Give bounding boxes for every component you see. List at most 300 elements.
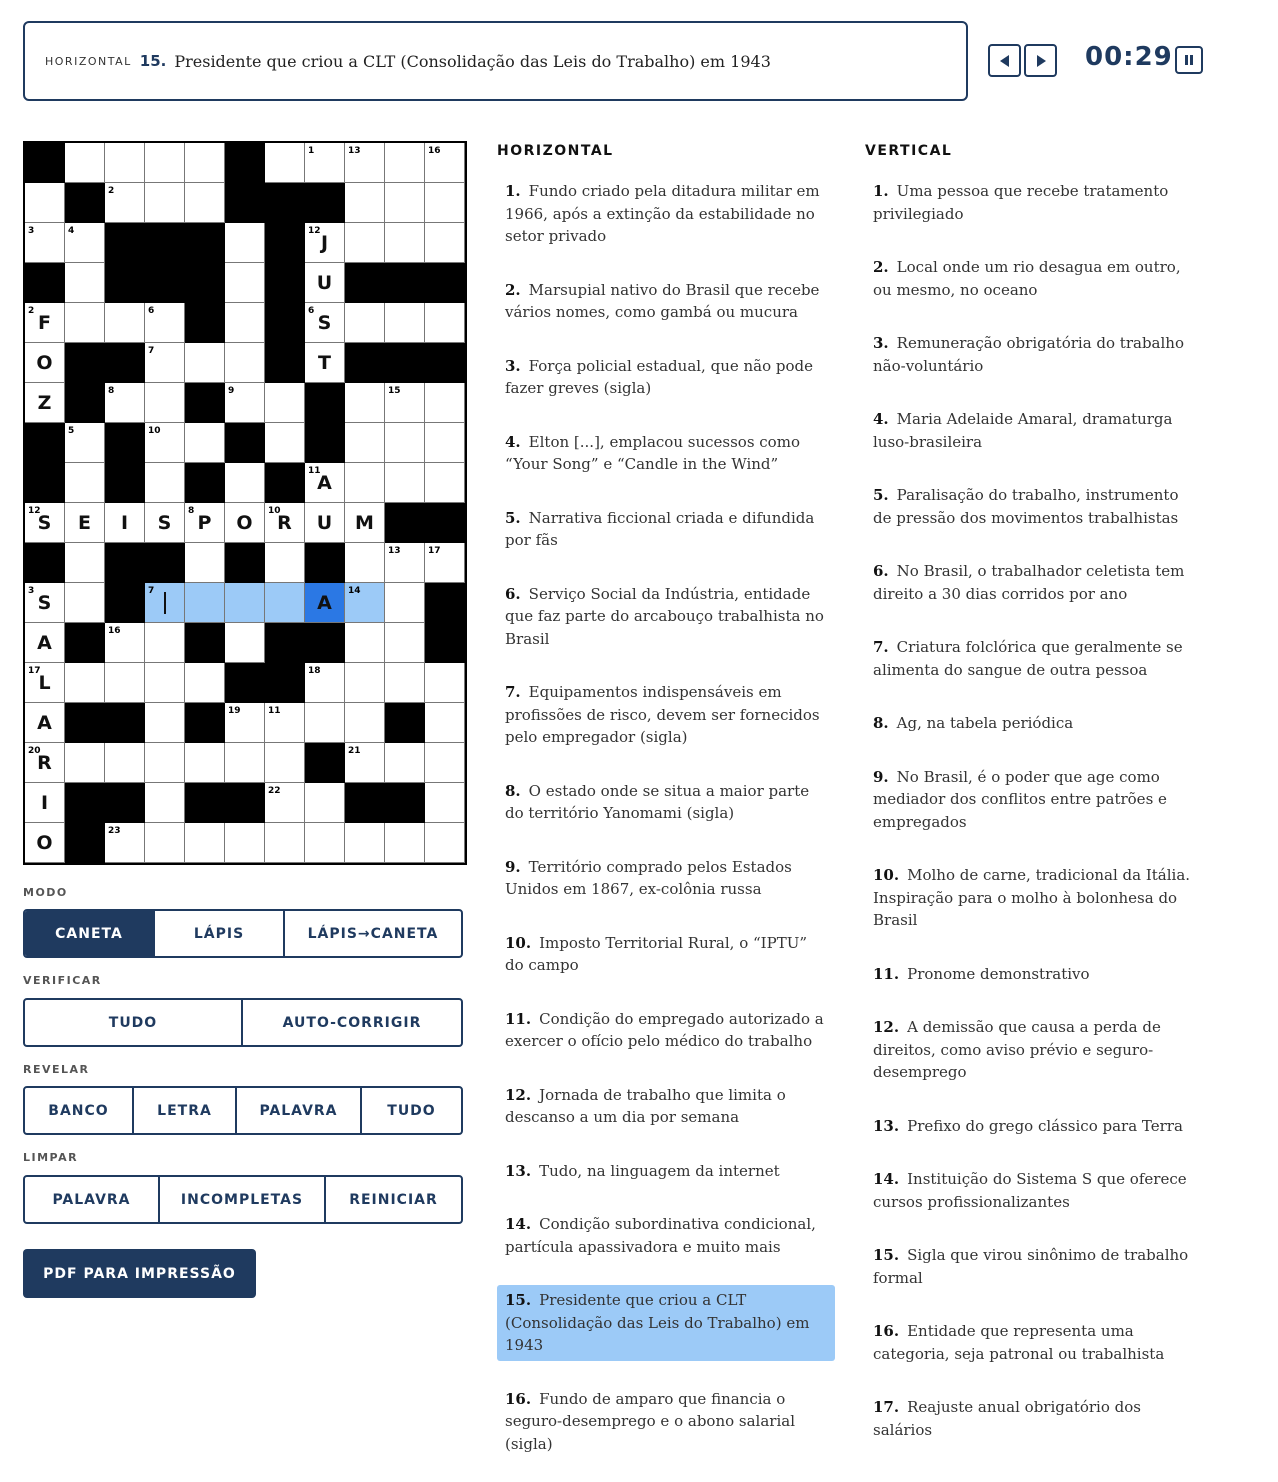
pause-button[interactable]: [1175, 46, 1203, 74]
cell-letter: A: [317, 592, 332, 614]
grid-block: [105, 583, 145, 623]
clue-text: Território comprado pelos Estados Unidos em 1867, ex-colônia russa: [505, 857, 792, 898]
clear-button-group: [23, 1175, 463, 1224]
grid-cell[interactable]: [185, 143, 225, 183]
grid-cell[interactable]: [65, 303, 105, 343]
clue-item[interactable]: [865, 328, 1205, 381]
clue-item[interactable]: [497, 852, 835, 905]
cell-number: 15: [388, 386, 401, 396]
grid-cell[interactable]: [225, 303, 265, 343]
grid-cell[interactable]: [65, 423, 105, 463]
clue-text: Presidente que criou a CLT (Consolidação das Leis do Trabalho) em 1943: [505, 1291, 810, 1354]
auto-correct-button[interactable]: AUTO-CORRIGIR: [282, 1014, 422, 1031]
cell-number: 4: [68, 226, 75, 236]
clue-number: 14.: [873, 1170, 900, 1188]
grid-block: [105, 423, 145, 463]
clue-number: 2.: [505, 280, 521, 299]
grid-cell[interactable]: [185, 583, 225, 623]
grid-cell[interactable]: [385, 663, 425, 703]
grid-cell[interactable]: [145, 303, 185, 343]
grid-cell[interactable]: [105, 743, 145, 783]
current-clue-bar: [23, 21, 968, 101]
cell-letter: I: [40, 792, 49, 814]
grid-cell[interactable]: [225, 503, 265, 543]
grid-block: [185, 383, 225, 423]
timer: 00:29: [1085, 42, 1173, 72]
grid-cell[interactable]: [145, 423, 185, 463]
clue-item[interactable]: [865, 1316, 1205, 1369]
grid-cell[interactable]: [385, 583, 425, 623]
grid-cell[interactable]: [225, 383, 265, 423]
grid-cell[interactable]: [145, 743, 185, 783]
clue-item[interactable]: [865, 404, 1205, 457]
grid-cell[interactable]: [265, 823, 305, 863]
grid-cell[interactable]: [145, 383, 185, 423]
clue-text: O estado onde se situa a maior parte do território Yanomami (sigla): [505, 781, 810, 822]
grid-cell[interactable]: [305, 503, 345, 543]
grid-cell[interactable]: [105, 143, 145, 183]
clue-text: Ag, na tabela periódica: [896, 714, 1074, 732]
grid-cell[interactable]: [305, 663, 345, 703]
grid-cell[interactable]: [225, 263, 265, 303]
clue-item[interactable]: [865, 1111, 1205, 1142]
grid-cell[interactable]: [225, 743, 265, 783]
grid-cell[interactable]: [425, 143, 465, 183]
cell-number: 7: [148, 346, 155, 356]
clue-number: 4.: [505, 432, 521, 451]
cell-number: 19: [228, 706, 241, 716]
grid-cell[interactable]: [65, 663, 105, 703]
grid-cell[interactable]: [305, 783, 345, 823]
cell-number: 12: [308, 226, 321, 236]
grid-cell[interactable]: [65, 503, 105, 543]
clue-item[interactable]: [497, 1384, 835, 1460]
cell-number: 13: [388, 546, 401, 556]
grid-cell[interactable]: [425, 383, 465, 423]
mode-caneta-button[interactable]: CANETA: [25, 911, 155, 956]
reveal-banco-button[interactable]: BANCO: [25, 1088, 134, 1133]
grid-cell[interactable]: [185, 543, 225, 583]
clue-item[interactable]: [865, 1392, 1205, 1445]
grid-cell[interactable]: [65, 463, 105, 503]
cell-letter: J: [320, 232, 329, 254]
grid-cell[interactable]: [105, 503, 145, 543]
clear-incomplete-button[interactable]: INCOMPLETAS: [160, 1177, 326, 1222]
grid-cell[interactable]: [265, 423, 305, 463]
clue-text: Equipamentos indispensáveis em profissões de risco, devem ser fornecidos pelo empregador (sigla): [505, 683, 820, 746]
grid-cell[interactable]: [25, 663, 65, 703]
clear-word-button[interactable]: PALAVRA: [25, 1177, 160, 1222]
grid-block: [105, 703, 145, 743]
grid-cell[interactable]: [65, 743, 105, 783]
cell-letter: R: [37, 752, 52, 774]
clue-item[interactable]: [497, 275, 835, 328]
grid-block: [265, 343, 305, 383]
clue-text: Fundo criado pela ditadura militar em 1966, após a extinção da estabilidade no setor privado: [505, 182, 820, 245]
clue-item[interactable]: [497, 579, 835, 655]
grid-block: [65, 183, 105, 223]
check-all-button[interactable]: TUDO: [25, 1000, 243, 1045]
grid-cell[interactable]: [305, 263, 345, 303]
grid-block: [385, 263, 425, 303]
grid-cell[interactable]: [385, 143, 425, 183]
cell-letter: A: [37, 712, 52, 734]
clue-item[interactable]: [497, 1156, 835, 1187]
grid-cell[interactable]: [145, 783, 185, 823]
clue-number: 6.: [873, 562, 889, 580]
cell-letter: M: [355, 512, 374, 534]
cell-number: 6: [148, 306, 155, 316]
cell-number: 18: [308, 666, 321, 676]
grid-block: [65, 343, 105, 383]
grid-cell[interactable]: [345, 743, 385, 783]
clue-text: Criatura folclórica que geralmente se alimenta do sangue de outra pessoa: [873, 638, 1183, 679]
clue-item[interactable]: [497, 176, 835, 252]
cell-letter: O: [236, 512, 253, 534]
clue-text: Fundo de amparo que financia o seguro-desemprego e o abono salarial (sigla): [505, 1389, 796, 1453]
grid-block: [145, 223, 185, 263]
cell-number: 3: [28, 226, 35, 236]
grid-cell[interactable]: [345, 503, 385, 543]
grid-block: [225, 783, 265, 823]
grid-cell[interactable]: [265, 503, 305, 543]
grid-block: [225, 143, 265, 183]
grid-cell[interactable]: [305, 583, 345, 623]
grid-cell[interactable]: [385, 623, 425, 663]
clue-item[interactable]: [865, 176, 1205, 229]
grid-cell[interactable]: [105, 303, 145, 343]
grid-block: [425, 343, 465, 383]
grid-cell[interactable]: [425, 463, 465, 503]
grid-block: [305, 183, 345, 223]
cell-number: 21: [348, 746, 361, 756]
grid-block: [185, 783, 225, 823]
clue-item[interactable]: [497, 776, 835, 829]
grid-cell[interactable]: [385, 543, 425, 583]
grid-cell[interactable]: [185, 343, 225, 383]
grid-cell[interactable]: [265, 583, 305, 623]
grid-cell[interactable]: [65, 263, 105, 303]
clue-item[interactable]: [865, 252, 1205, 305]
clue-item[interactable]: [497, 1080, 835, 1133]
grid-cell[interactable]: [345, 423, 385, 463]
grid-cell[interactable]: [345, 223, 385, 263]
across-title: HORIZONTAL: [497, 143, 614, 159]
cell-number: 1: [308, 146, 315, 156]
grid-cell[interactable]: [385, 463, 425, 503]
clue-number: 17.: [873, 1398, 900, 1416]
grid-cell[interactable]: [425, 543, 465, 583]
grid-cell[interactable]: [345, 823, 385, 863]
clue-item[interactable]: [865, 1164, 1205, 1217]
reset-button[interactable]: REINICIAR: [349, 1191, 438, 1208]
clue-item[interactable]: [865, 1240, 1205, 1293]
grid-cell[interactable]: [145, 583, 185, 623]
clue-text: Reajuste anual obrigatório dos salários: [873, 1398, 1141, 1439]
grid-cell[interactable]: [145, 623, 185, 663]
grid-cell[interactable]: [185, 743, 225, 783]
grid-cell[interactable]: [25, 783, 65, 823]
grid-block: [25, 263, 65, 303]
reveal-all-button[interactable]: TUDO: [387, 1102, 436, 1119]
grid-cell[interactable]: [425, 663, 465, 703]
grid-cell[interactable]: [225, 343, 265, 383]
cell-number: 8: [188, 506, 195, 516]
clue-number: 5.: [873, 486, 889, 504]
grid-cell[interactable]: [25, 223, 65, 263]
clue-item[interactable]: [497, 351, 835, 404]
grid-cell[interactable]: [305, 143, 345, 183]
grid-cell[interactable]: [225, 703, 265, 743]
clue-item[interactable]: [865, 632, 1205, 685]
grid-cell[interactable]: [345, 303, 385, 343]
grid-block: [305, 423, 345, 463]
grid-block: [425, 503, 465, 543]
clue-number: 11.: [873, 964, 900, 983]
grid-cell[interactable]: [145, 663, 185, 703]
reveal-label: REVELAR: [23, 1063, 90, 1076]
grid-cell[interactable]: [385, 223, 425, 263]
cell-number: 13: [348, 146, 361, 156]
grid-cell[interactable]: [145, 183, 185, 223]
clue-number: 3.: [505, 356, 521, 375]
clue-item[interactable]: [497, 1285, 835, 1361]
clue-item[interactable]: [497, 928, 835, 981]
clue-text: Condição do empregado autorizado a exercer o ofício pelo médico do trabalho: [505, 1009, 824, 1050]
clue-number: 9.: [873, 767, 889, 786]
grid-cell[interactable]: [185, 183, 225, 223]
grid-block: [305, 623, 345, 663]
mode-lapis-button[interactable]: LÁPIS: [155, 911, 285, 956]
clue-number: 16.: [505, 1389, 532, 1408]
clue-number: 6.: [505, 584, 521, 603]
clue-number: 3.: [873, 334, 889, 352]
grid-cell[interactable]: [345, 543, 385, 583]
clue-item[interactable]: [865, 959, 1205, 990]
grid-cell[interactable]: [265, 783, 305, 823]
across-clue-list: [497, 176, 835, 1482]
grid-cell[interactable]: [185, 423, 225, 463]
grid-cell[interactable]: [425, 423, 465, 463]
cell-letter: F: [38, 312, 51, 334]
cell-number: 11: [268, 706, 281, 716]
grid-cell[interactable]: [425, 223, 465, 263]
print-pdf-button[interactable]: PDF PARA IMPRESSÃO: [23, 1249, 256, 1298]
triangle-left-icon: [998, 54, 1012, 68]
grid-cell[interactable]: [305, 343, 345, 383]
grid-cell[interactable]: [25, 743, 65, 783]
grid-block: [225, 423, 265, 463]
clue-item[interactable]: [865, 1012, 1205, 1088]
clue-item[interactable]: [497, 427, 835, 480]
clue-number: 4.: [873, 410, 889, 428]
grid-cell[interactable]: [385, 423, 425, 463]
clue-text: Paralisação do trabalho, instrumento de pressão dos movimentos trabalhistas: [873, 486, 1179, 527]
grid-block: [265, 463, 305, 503]
grid-cell[interactable]: [425, 703, 465, 743]
grid-cell[interactable]: [185, 823, 225, 863]
grid-cell[interactable]: [265, 383, 305, 423]
grid-cell[interactable]: [185, 663, 225, 703]
next-clue-button[interactable]: [1024, 44, 1057, 77]
grid-cell[interactable]: [25, 823, 65, 863]
grid-cell[interactable]: [25, 183, 65, 223]
grid-cell[interactable]: [145, 143, 185, 183]
grid-cell[interactable]: [425, 823, 465, 863]
grid-cell[interactable]: [225, 223, 265, 263]
grid-cell[interactable]: [65, 223, 105, 263]
grid-cell[interactable]: [265, 143, 305, 183]
grid-cell[interactable]: [145, 343, 185, 383]
grid-cell[interactable]: [265, 743, 305, 783]
clue-item[interactable]: [497, 503, 835, 556]
grid-cell[interactable]: [145, 463, 185, 503]
clue-number: 5.: [505, 508, 521, 527]
grid-block: [425, 583, 465, 623]
grid-cell[interactable]: [345, 383, 385, 423]
grid-cell[interactable]: [105, 823, 145, 863]
grid-cell[interactable]: [345, 583, 385, 623]
cell-number: 7: [148, 586, 155, 596]
grid-cell[interactable]: [385, 183, 425, 223]
clue-item[interactable]: [865, 860, 1205, 936]
grid-cell[interactable]: [425, 743, 465, 783]
grid-cell[interactable]: [385, 383, 425, 423]
grid-cell[interactable]: [305, 703, 345, 743]
grid-cell[interactable]: [105, 183, 145, 223]
grid-cell[interactable]: [25, 583, 65, 623]
grid-cell[interactable]: [145, 503, 185, 543]
clue-number: 13.: [505, 1161, 532, 1180]
cell-number: 22: [268, 786, 281, 796]
grid-cell[interactable]: [305, 303, 345, 343]
clue-number: 14.: [505, 1215, 532, 1233]
clue-number: 1.: [873, 182, 889, 200]
check-label: VERIFICAR: [23, 974, 102, 987]
grid-cell[interactable]: [65, 143, 105, 183]
triangle-right-icon: [1034, 54, 1048, 68]
grid-cell[interactable]: [225, 583, 265, 623]
clue-number: 12.: [873, 1018, 900, 1036]
grid-cell[interactable]: [385, 743, 425, 783]
grid-block: [25, 463, 65, 503]
grid-cell[interactable]: [105, 623, 145, 663]
grid-cell[interactable]: [385, 823, 425, 863]
grid-cell[interactable]: [345, 183, 385, 223]
clue-text: A demissão que causa a perda de direitos, como aviso prévio e seguro-desemprego: [873, 1018, 1161, 1081]
cell-letter: R: [277, 512, 292, 534]
grid-cell[interactable]: [305, 463, 345, 503]
grid-cell[interactable]: [385, 303, 425, 343]
cell-number: 12: [28, 506, 41, 516]
mode-lapis-caneta-button[interactable]: LÁPIS→CANETA: [307, 925, 439, 942]
grid-block: [265, 263, 305, 303]
grid-cell[interactable]: [25, 703, 65, 743]
cell-letter: P: [197, 512, 212, 534]
grid-block: [345, 343, 385, 383]
clue-number: 9.: [505, 857, 521, 876]
grid-cell[interactable]: [225, 463, 265, 503]
grid-cell[interactable]: [345, 623, 385, 663]
grid-block: [265, 663, 305, 703]
grid-cell[interactable]: [265, 703, 305, 743]
grid-block: [225, 663, 265, 703]
cell-number: 8: [108, 386, 115, 396]
clue-item[interactable]: [865, 480, 1205, 533]
grid-block: [305, 543, 345, 583]
grid-cell[interactable]: [425, 303, 465, 343]
grid-cell[interactable]: [25, 623, 65, 663]
grid-cell[interactable]: [345, 143, 385, 183]
grid-cell[interactable]: [25, 303, 65, 343]
grid-cell[interactable]: [25, 383, 65, 423]
grid-cell[interactable]: [425, 783, 465, 823]
grid-block: [105, 463, 145, 503]
grid-cell[interactable]: [345, 463, 385, 503]
grid-block: [185, 303, 225, 343]
grid-cell[interactable]: [185, 503, 225, 543]
previous-clue-button[interactable]: [988, 44, 1021, 77]
grid-block: [385, 703, 425, 743]
clue-text: Condição subordinativa condicional, partícula apassivadora e muito mais: [505, 1215, 816, 1256]
grid-block: [265, 303, 305, 343]
clue-item[interactable]: [497, 677, 835, 753]
clue-item[interactable]: [865, 762, 1205, 838]
mode-button-group: [23, 909, 463, 958]
reveal-letter-button[interactable]: LETRA: [134, 1088, 237, 1133]
grid-block: [185, 223, 225, 263]
cell-number: 17: [28, 666, 41, 676]
grid-cell[interactable]: [25, 343, 65, 383]
clue-text: No Brasil, é o poder que age como mediador dos conflitos entre patrões e empregados: [873, 767, 1167, 831]
grid-cell[interactable]: [145, 823, 185, 863]
grid-block: [305, 383, 345, 423]
grid-cell[interactable]: [225, 823, 265, 863]
grid-cell[interactable]: [105, 383, 145, 423]
grid-cell[interactable]: [305, 223, 345, 263]
grid-cell[interactable]: [105, 663, 145, 703]
cell-letter: Z: [37, 392, 52, 414]
grid-cell[interactable]: [305, 823, 345, 863]
clue-number: 15.: [505, 1291, 532, 1309]
clue-item[interactable]: [497, 1004, 835, 1057]
grid-cell[interactable]: [65, 543, 105, 583]
grid-cell[interactable]: [265, 543, 305, 583]
cell-number: 9: [228, 386, 235, 396]
cell-number: 5: [68, 426, 75, 436]
cell-number: 11: [308, 466, 321, 476]
reveal-word-button[interactable]: PALAVRA: [237, 1088, 362, 1133]
grid-cell[interactable]: [145, 703, 185, 743]
grid-block: [105, 223, 145, 263]
clue-text: Molho de carne, tradicional da Itália. Inspiração para o molho à bolonhesa do Brasil: [873, 866, 1191, 929]
clue-item[interactable]: [865, 708, 1205, 739]
cell-number: 23: [108, 826, 121, 836]
clue-text: Imposto Territorial Rural, o “IPTU” do campo: [505, 933, 808, 974]
clue-text: Jornada de trabalho que limita o descanso a um dia por semana: [505, 1085, 786, 1126]
clue-item[interactable]: [865, 556, 1205, 609]
grid-cell[interactable]: [345, 703, 385, 743]
clue-number: 16.: [873, 1322, 900, 1340]
grid-cell[interactable]: [425, 183, 465, 223]
clue-item[interactable]: [497, 1209, 835, 1262]
grid-cell[interactable]: [25, 503, 65, 543]
clue-text: Entidade que representa uma categoria, seja patronal ou trabalhista: [873, 1322, 1165, 1363]
grid-cell[interactable]: [345, 663, 385, 703]
clue-text: Local onde um rio desagua em outro, ou mesmo, no oceano: [873, 258, 1181, 299]
grid-cell[interactable]: [225, 623, 265, 663]
grid-cell[interactable]: [65, 583, 105, 623]
